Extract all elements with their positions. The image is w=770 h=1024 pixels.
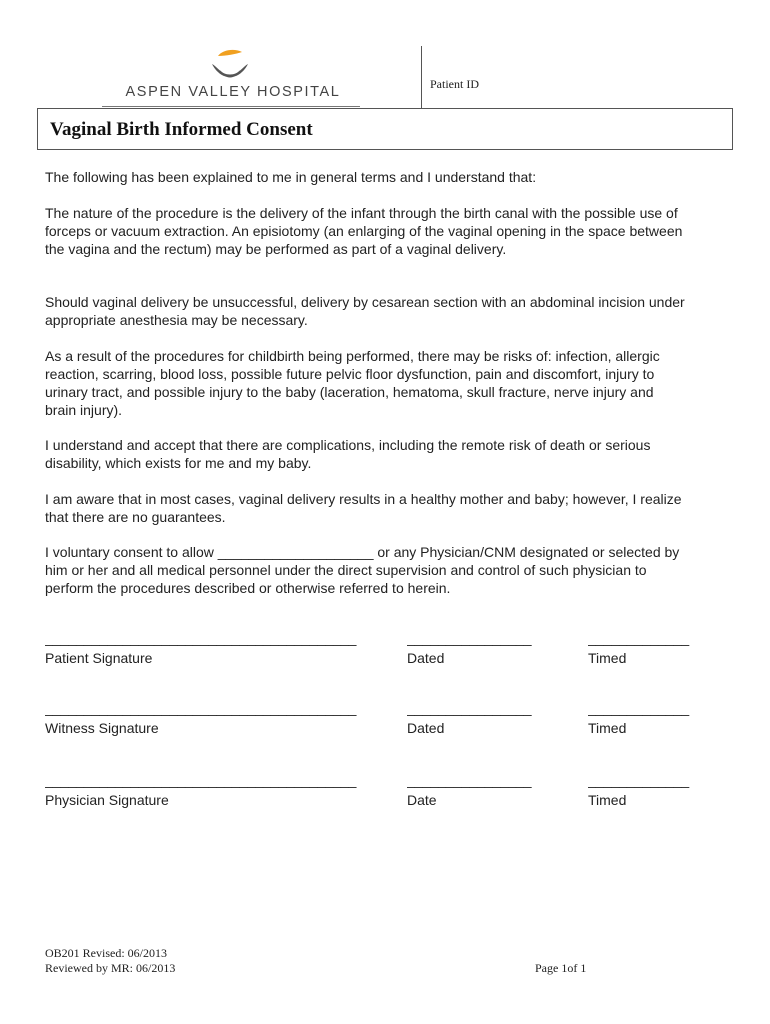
witness-signature-label: Witness Signature [45, 720, 159, 736]
guarantee-paragraph: I am aware that in most cases, vaginal delivery results in a healthy mother and baby; however, I realize that there are no guarantees. [45, 491, 682, 525]
physician-time-label: Timed [588, 792, 627, 808]
procedure-paragraph: The nature of the procedure is the delivery of the infant through the birth canal with the possible use of forceps or vacuum extraction. An episiotomy (an enlarging of the vaginal opening in the space between the vagina and the rectum) may be performed as part of a vaginal delivery. [45, 205, 683, 257]
intro-paragraph: The following has been explained to me in general terms and I understand that: [45, 169, 537, 185]
hospital-logo [100, 44, 362, 110]
page-number: Page 1of 1 [535, 961, 587, 975]
patient-date-label: Dated [407, 650, 445, 666]
patient-time-label: Timed [588, 650, 627, 666]
physician-signature-line[interactable]: ________________________________________ [45, 772, 357, 788]
witness-signature-line[interactable]: ________________________________________ [45, 700, 357, 716]
witness-time-label: Timed [588, 720, 627, 736]
cesarean-paragraph: Should vaginal delivery be unsuccessful, delivery by cesarean section with an abdominal incision under appropriate anesthesia may be necessary. [45, 294, 685, 328]
sun-hands-icon [206, 48, 256, 86]
complications-paragraph: I understand and accept that there are complications, including the remote risk of death or serious disability, which exists for me and my baby. [45, 437, 651, 471]
witness-date-label: Dated [407, 720, 445, 736]
patient-time-line[interactable]: _____________ [588, 630, 690, 646]
reviewed-date: Reviewed by MR: 06/2013 [45, 961, 176, 975]
title-box [37, 108, 733, 150]
patient-signature-row [45, 630, 705, 670]
patient-signature-label: Patient Signature [45, 650, 153, 666]
hospital-name: ASPEN VALLEY HOSPITAL [125, 84, 341, 100]
physician-signature-label: Physician Signature [45, 792, 169, 808]
logo-divider [102, 106, 360, 107]
page-title: Vaginal Birth Informed Consent [50, 119, 313, 140]
physician-date-line[interactable]: ________________ [407, 772, 532, 788]
witness-date-line[interactable]: ________________ [407, 700, 532, 716]
physician-date-label: Date [407, 792, 437, 808]
revision-note [45, 946, 175, 976]
physician-signature-row [45, 772, 705, 812]
witness-time-line[interactable]: _____________ [588, 700, 690, 716]
consent-paragraph: I voluntary consent to allow ____________________ or any Physician/CNM designated or selected by him or her and all medical personnel under the direct supervision and control of such physician to perform the procedures described or otherwise referred to herein. [45, 544, 680, 596]
physician-time-line[interactable]: _____________ [588, 772, 690, 788]
patient-date-line[interactable]: ________________ [407, 630, 532, 646]
patient-signature-line[interactable]: ________________________________________ [45, 630, 357, 646]
revised-date: OB201 Revised: 06/2013 [45, 946, 167, 960]
patient-id-divider [421, 46, 422, 108]
risks-paragraph: As a result of the procedures for childbirth being performed, there may be risks of: infection, allergic reaction, scarring, blood loss, possible future pelvic floor dysfunction, pain and discomfort, injury to urinary tract, and possible injury to the baby (laceration, hematoma, skull fracture, nerve injury and brain injury). [45, 348, 660, 418]
witness-signature-row [45, 700, 705, 740]
patient-id-label: Patient ID [430, 77, 479, 91]
